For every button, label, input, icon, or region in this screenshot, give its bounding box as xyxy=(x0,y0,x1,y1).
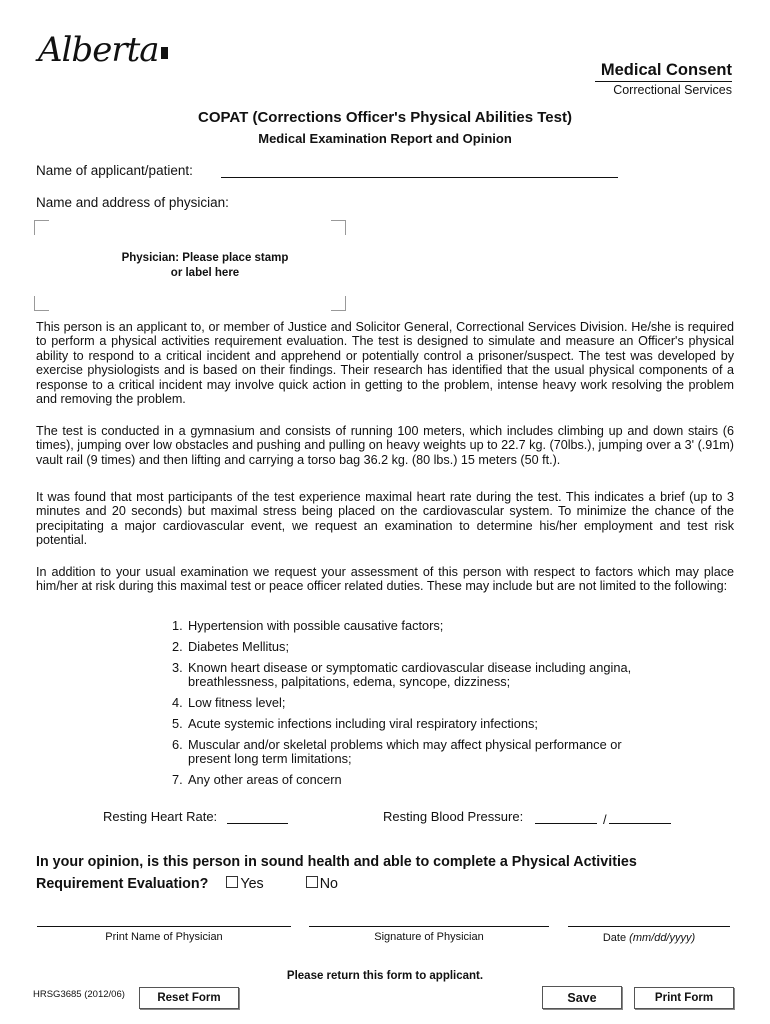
alberta-logo xyxy=(38,30,168,70)
no-checkbox[interactable] xyxy=(306,876,318,888)
list-item: 6. Muscular and/or skeletal problems which may affect physical performance or present long term limitations; xyxy=(172,736,622,767)
department-name: Correctional Services xyxy=(613,83,732,97)
print-name-label: Print Name of Physician xyxy=(105,931,223,943)
question-line-1: In your opinion, is this person in sound health and able to complete a Physical Activities xyxy=(36,854,637,870)
signature-label: Signature of Physician xyxy=(374,931,484,943)
yes-label: Yes xyxy=(240,876,264,892)
date-label-group xyxy=(568,932,730,944)
list-item: 1. Hypertension with possible causative factors; xyxy=(172,618,444,633)
heart-rate-paragraph: It was found that most participants of the test experience maximal heart rate during the test. This indicates a brief (up to 3 minutes and 20 seconds) but maximal stress being placed on the cardiovascular system. To minimize the chance of the precipitating a major cardiovascular event, we request an examination to determine his/her employment and test risk potential. xyxy=(36,490,734,548)
risk-factor-list xyxy=(172,619,692,794)
heart-rate-field[interactable] xyxy=(227,823,288,824)
print-form-button[interactable]: Print Form xyxy=(634,987,734,1009)
form-title: COPAT (Corrections Officer's Physical Abilities Test) xyxy=(198,109,572,126)
date-format-hint: (mm/dd/yyyy) xyxy=(629,932,696,944)
date-field[interactable] xyxy=(568,926,730,927)
opinion-question xyxy=(36,851,736,895)
stamp-line-2: or label here xyxy=(170,267,240,279)
assessment-request-paragraph: In addition to your usual examination we request your assessment of this person with respect to factors which may place him/her at risk during this maximal test or peace officer related duties. These may include but are not limited to the following: xyxy=(36,565,734,594)
logo-flag-icon xyxy=(161,47,168,59)
form-code: HRSG3685 (2012/06) xyxy=(33,989,125,1000)
stamp-corner-bottom-left xyxy=(34,296,49,311)
return-instruction: Please return this form to applicant. xyxy=(286,970,484,982)
test-description-paragraph: The test is conducted in a gymnasium and consists of running 100 meters, which includes climbing up and down stairs (6 times), jumping over low obstacles and pushing and pulling on heavy weights up to 22.7 kg. (70lbs.), jumping over a 3' (.91m) vault rail (9 times) and then lifting and carrying a torso bag 36.2 kg. (80 lbs.) 15 meters (50 ft.). xyxy=(36,424,734,467)
intro-paragraph: This person is an applicant to, or member of Justice and Solicitor General, Correctional Services Division. He/she is required to perform a physical activities requirement evaluation. The test is designed to simulate and measure an Officer's physical ability to respond to a critical incident and apprehend or potentially control a prisoner/suspect. The test was developed by exercise physiologists and is based on their findings. Their research has identified that the usual physical components of a response to a critical incident may involve quick action in getting to the problem, intense heavy work resolving the problem and removing the problem. xyxy=(36,320,734,407)
physician-name-label: Name and address of physician: xyxy=(36,195,229,210)
list-item: 5. Acute systemic infections including viral respiratory infections; xyxy=(172,716,538,732)
question-line-2: Requirement Evaluation? xyxy=(36,876,209,892)
yes-checkbox[interactable] xyxy=(226,876,238,888)
blood-pressure-label: Resting Blood Pressure: xyxy=(383,809,524,824)
diastolic-field[interactable] xyxy=(609,823,671,824)
list-item: 4. Low fitness level; xyxy=(172,695,286,711)
stamp-corner-top-right xyxy=(331,220,346,235)
list-item: 7. Any other areas of concern xyxy=(172,772,342,788)
heart-rate-label: Resting Heart Rate: xyxy=(103,809,218,824)
applicant-name-label: Name of applicant/patient: xyxy=(36,163,193,178)
logo-wordmark: Alberta xyxy=(38,30,159,70)
physician-signature-field[interactable] xyxy=(309,926,549,927)
reset-form-button[interactable]: Reset Form xyxy=(139,987,239,1009)
document-title: Medical Consent xyxy=(600,61,732,79)
save-button[interactable]: Save xyxy=(542,986,622,1009)
physician-print-name-field[interactable] xyxy=(37,926,291,927)
stamp-instruction xyxy=(95,251,315,281)
stamp-line-1: Physician: Please place stamp xyxy=(121,252,289,264)
title-rule xyxy=(595,81,732,82)
form-subtitle: Medical Examination Report and Opinion xyxy=(258,131,512,146)
systolic-field[interactable] xyxy=(535,823,597,824)
bp-separator: / xyxy=(603,812,607,827)
stamp-corner-bottom-right xyxy=(331,296,346,311)
stamp-corner-top-left xyxy=(34,220,49,235)
date-label: Date xyxy=(602,932,627,944)
list-item: 2. Diabetes Mellitus; xyxy=(172,638,289,654)
applicant-name-field[interactable] xyxy=(221,177,618,178)
no-label: No xyxy=(319,876,338,892)
list-item: 3. Known heart disease or symptomatic cardiovascular disease including angina, breathlessness, palpitations, edema, syncope, dizziness; xyxy=(172,659,632,690)
